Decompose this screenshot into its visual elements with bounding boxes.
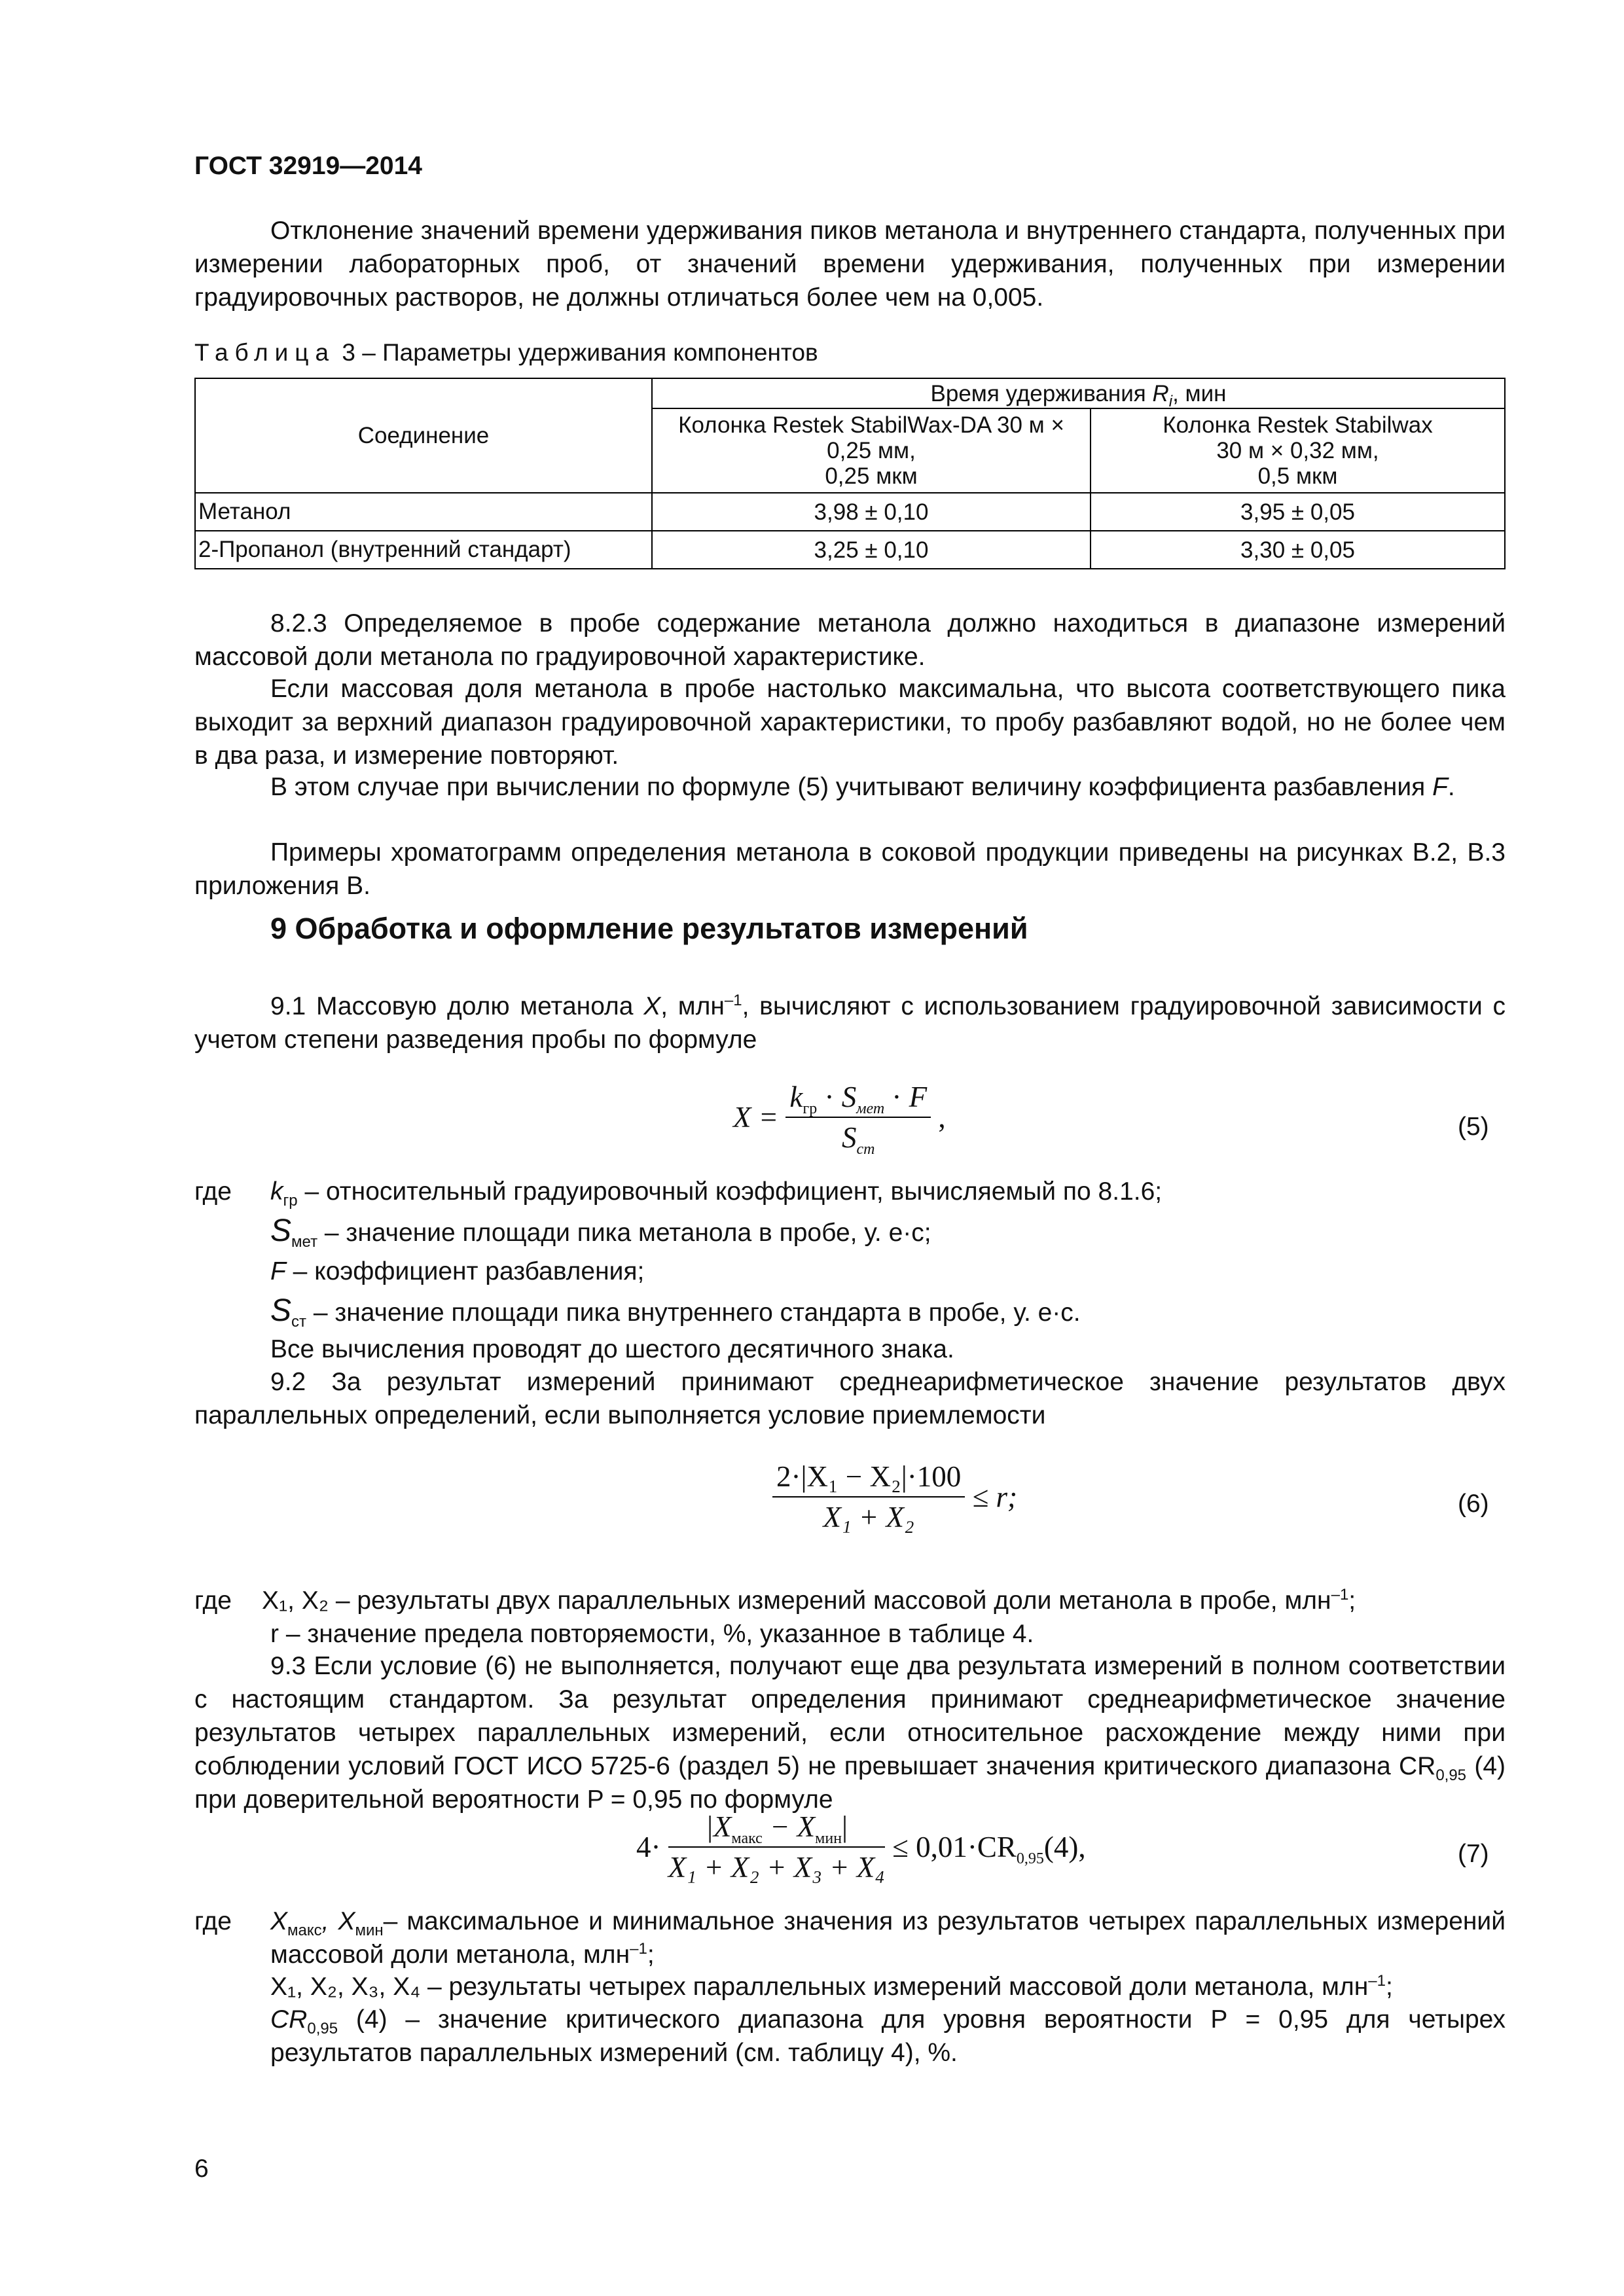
document-header: ГОСТ 32919—2014 [194, 152, 422, 180]
row-value-2: 3,95 ± 0,05 [1091, 493, 1505, 531]
table-caption-text: 3 – Параметры удерживания компонентов [342, 339, 818, 366]
paragraph-deviation: Отклонение значений времени удерживания пиков метанола и внутреннего стандарта, полученных при измерении лабораторных проб, от значений времени удерживания, полученных при измерении градуировочных растворов, не должны отличаться более чем на 0,005. [194, 217, 1506, 312]
retention-table [194, 378, 1506, 569]
where-label-7: где [194, 1907, 232, 1935]
row-value-2: 3,30 ± 0,05 [1091, 531, 1505, 569]
where5-item: $k_{гр}$ – относительный градуировочный коэффициент, вычисляемый по 8.1.6; [270, 1177, 1163, 1210]
paragraph-9-1: 9.1 Массовую долю метанола X, млн$^{-1}$, вычисляют с использованием градуировочной зависимости с учетом степени разведения пробы по формуле [194, 992, 1506, 1054]
table-row [195, 531, 1505, 569]
row-value-1: 3,98 ± 0,10 [652, 493, 1091, 531]
paragraph-formula5-ref: В этом случае при вычислении по формуле (5) учитывают величину коэффициента разбавления F. [270, 773, 1455, 801]
where5-item: $S_{ст}$ – значение площади пика внутреннего стандарта в пробе, у. е·с. [270, 1293, 1081, 1331]
where-label-5: где [194, 1177, 232, 1206]
where-label-6: где [194, 1587, 232, 1615]
paragraph-9-2: 9.2 За результат измерений принимают среднеарифметическое значение результатов двух параллельных определений, если выполняется условие приемлемости [194, 1368, 1506, 1429]
where5-item: F – коэффициент разбавления; [270, 1257, 645, 1285]
equation-7: 4· $\frac{|X_{макс} - X_{мин}|}{\text{X₁ + X₂ + X₃ + X₄}}$ ≤ $0,01\cdot CR_{0,95}(4)$, [636, 1810, 1086, 1884]
row-value-1: 3,25 ± 0,10 [652, 531, 1091, 569]
table-caption-word: Таблица [194, 339, 336, 366]
row-compound-name: 2-Пропанол (внутренний стандарт) [195, 531, 652, 569]
where7-item: $CR_{0,95}$ (4) – значение критического диапазона для уровня вероятности P = 0,95 для четырех результатов параллельных измерений (см. таблицу 4), %. [270, 2005, 1506, 2067]
col-stabilwax-header: Колонка Restek Stabilwax 30 м × 0,32 мм, 0,5 мкм [1091, 408, 1505, 493]
section-9-heading: 9 Обработка и оформление результатов измерений [270, 912, 1028, 945]
paragraph-examples: Примеры хроматограмм определения метанола в соковой продукции приведены на рисунках В.2, В.3 приложения В. [194, 838, 1506, 900]
equation-5: X = $\frac{k_{гр} \cdot S_{мет} \cdot F}{S_{ст}}$ , [733, 1081, 946, 1158]
paragraph-8-2-3: 8.2.3 Определяемое в пробе содержание метанола должно находиться в диапазоне измерений массовой доли метанола по градуировочной характеристике. [194, 609, 1506, 671]
table-row [195, 493, 1505, 531]
table-caption [194, 339, 818, 367]
where7-item: $X_{макс}$, $X_{мин}-$ максимальное и минимальное значения из результатов четырех параллельных измерений массовой доли метанола, млн$^{-1}$; [270, 1907, 1506, 1969]
where6-item: r – значение предела повторяемости, %, указанное в таблице 4. [270, 1620, 1034, 1648]
page-number: 6 [194, 2155, 209, 2183]
paragraph-calc-precision: Все вычисления проводят до шестого десятичного знака. [270, 1335, 954, 1363]
where5-item: $S_{мет}$ – значение площади пика метанола в пробе, у. е·с; [270, 1213, 931, 1251]
row-compound-name: Метанол [195, 493, 652, 531]
paragraph-9-3: 9.3 Если условие (6) не выполняется, получают еще два результата измерений в полном соответствии с настоящим стандартом. За результат определения принимают среднеарифметическое значение результатов четырех параллельных измерений, если относительное расхождение между ними при соблюдении условий ГОСТ ИСО 5725-6 (раздел 5) не превышает значения критического диапазона $CR_{0,95}$ (4) при доверительной вероятности P = 0,95 по формуле [194, 1652, 1506, 1814]
equation-7-number: (7) [1458, 1840, 1489, 1868]
col-retention-header: Время удерживания $R_i$, мин [652, 378, 1505, 408]
equation-6: $\frac{\text{2·|X₁ − X₂|·100}}{\text{X₁ + X₂}}$ ≤ r; [772, 1460, 1017, 1534]
col-stabilwax-da-header: Колонка Restek StabilWax-DA 30 м × 0,25 мм, 0,25 мкм [652, 408, 1091, 493]
equation-6-number: (6) [1458, 1490, 1489, 1518]
equation-5-number: (5) [1458, 1113, 1489, 1141]
paragraph-dilution: Если массовая доля метанола в пробе настолько максимальна, что высота соответствующего пика выходит за верхний диапазон градуировочной характеристики, то пробу разбавляют водой, но не более чем в два раза, и измерение повторяют. [194, 675, 1506, 770]
where7-item: X₁, X₂, X₃, X₄ – результаты четырех параллельных измерений массовой доли метанола, млн$^{-1}$; [270, 1972, 1393, 2001]
where6-item: X₁, X₂ – результаты двух параллельных измерений массовой доли метанола в пробе, млн$^{-1}$; [262, 1586, 1356, 1615]
col-compound-header: Соединение [195, 378, 652, 493]
